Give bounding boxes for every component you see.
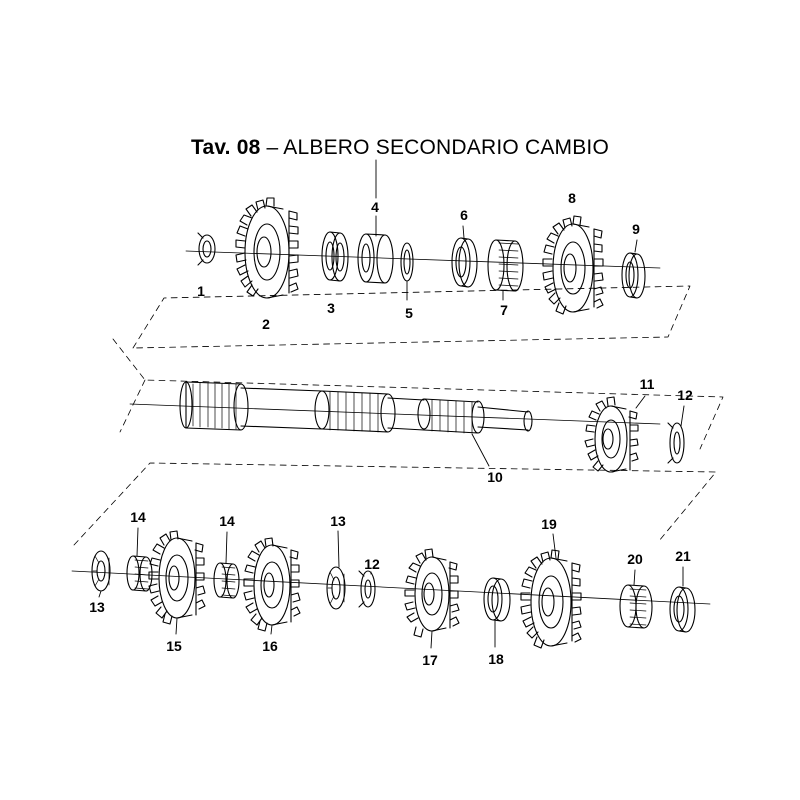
part-14-roller-cage-right <box>214 532 239 598</box>
callout-14-left: 14 <box>130 509 146 525</box>
callout-7: 7 <box>500 302 508 318</box>
callout-16: 16 <box>262 638 278 654</box>
callout-15: 15 <box>166 638 182 654</box>
part-4-spacer-bush <box>358 160 393 283</box>
part-18-ring <box>484 578 510 647</box>
callout-6: 6 <box>460 207 468 223</box>
part-13-splined-washer-left <box>92 551 110 597</box>
table-number: Tav. 08 <box>191 136 261 159</box>
title-text: ALBERO SECONDARIO CAMBIO <box>283 136 609 159</box>
part-19-gear <box>521 534 581 648</box>
callout-10: 10 <box>487 469 503 485</box>
part-12-seeger-right <box>668 406 684 463</box>
callout-11: 11 <box>639 376 655 392</box>
part-15-gear <box>149 531 205 634</box>
part-12-seeger-bottom <box>359 571 375 607</box>
callout-1: 1 <box>197 283 205 299</box>
part-6-ring <box>452 226 477 287</box>
callout-3: 3 <box>327 300 335 316</box>
part-13-splined-washer-right <box>327 531 345 609</box>
callout-9: 9 <box>632 221 640 237</box>
part-9-washer <box>622 240 645 298</box>
part-1-seeger-ring <box>198 233 215 265</box>
part-21-washer <box>670 567 695 632</box>
callout-13-right: 13 <box>330 513 346 529</box>
part-17-gear <box>405 549 459 648</box>
callout-5: 5 <box>405 305 413 321</box>
callout-4: 4 <box>371 199 379 215</box>
callout-8: 8 <box>568 190 576 206</box>
part-16-gear <box>244 538 300 634</box>
callout-12-bottom: 12 <box>364 556 380 572</box>
part-14-roller-cage-left <box>127 528 152 591</box>
part-5-washer <box>401 243 413 300</box>
callout-13-left: 13 <box>89 599 105 615</box>
callout-12-right: 12 <box>677 387 693 403</box>
callout-19: 19 <box>541 516 557 532</box>
part-11-gear <box>585 396 645 472</box>
callout-20: 20 <box>627 551 643 567</box>
part-20-needle-bearing <box>620 570 652 628</box>
callout-21: 21 <box>675 548 691 564</box>
part-7-needle-bearing <box>488 240 523 300</box>
callout-2: 2 <box>262 316 270 332</box>
callout-18: 18 <box>488 651 504 667</box>
callout-14-right: 14 <box>219 513 235 529</box>
callout-17: 17 <box>422 652 438 668</box>
title-separator: – <box>260 136 284 159</box>
part-10-secondary-shaft <box>130 382 660 466</box>
part-2-gear <box>236 198 298 298</box>
